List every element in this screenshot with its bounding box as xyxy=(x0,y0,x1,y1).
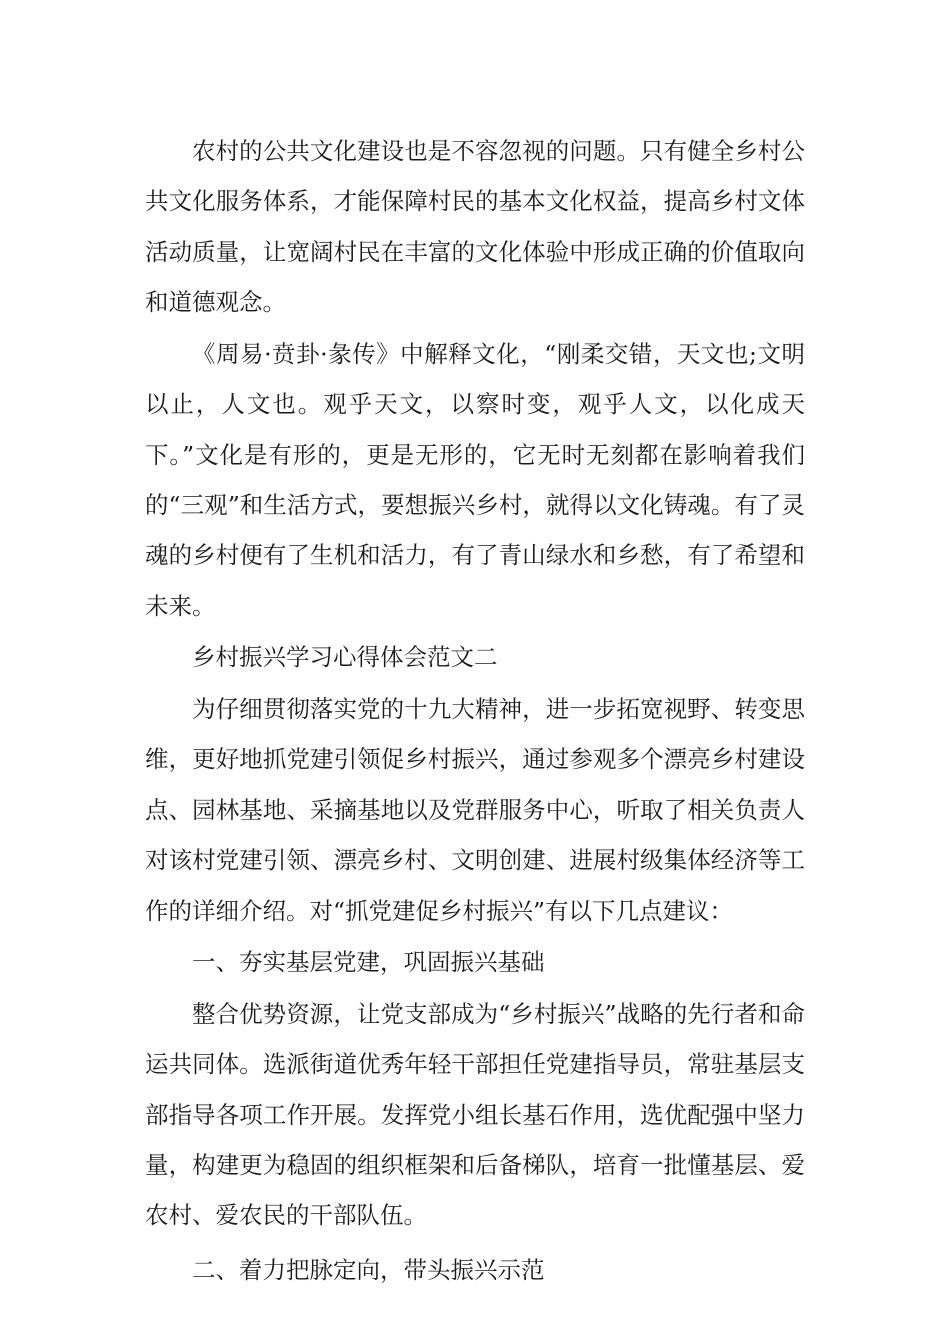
paragraph-integrate-resources: 整合优势资源，让党支部成为“乡村振兴”战略的先行者和命运共同体。选派街道优秀年轻干部担任党建指导员，常驻基层支部指导各项工作开展。发挥党小组长基石作用，选优配强中坚力量，构建更为稳固的组织框架和后备梯队，培育一批懂基层、爱农村、爱农民的干部队伍。 xyxy=(145,999,805,1230)
paragraph-zhouyi-quote: 《周易·贲卦·彖传》中解释文化，“刚柔交错，天文也;文明以止，人文也。观乎天文，以察时变，观乎人文，以化成天下。”文化是有形的，更是无形的，它无时无刻都在影响着我们的“三观”和生活方式，要想振兴乡村，就得以文化铸魂。有了灵魂的乡村便有了生机和活力，有了青山绿水和乡愁，有了希望和未来。 xyxy=(145,339,805,620)
section-heading-sample-two: 乡村振兴学习心得体会范文二 xyxy=(192,643,498,672)
paragraph-party-building-visit: 为仔细贯彻落实党的十九大精神，进一步拓宽视野、转变思维，更好地抓党建引领促乡村振兴，通过参观多个漂亮乡村建设点、园林基地、采摘基地以及党群服务中心，听取了相关负责人对该村党建引领、漂亮乡村、文明创建、进展村级集体经济等工作的详细介绍。对“抓党建促乡村振兴”有以下几点建议： xyxy=(145,695,805,925)
document-body xyxy=(145,126,805,1296)
paragraph-public-culture: 农村的公共文化建设也是不容忽视的问题。只有健全乡村公共文化服务体系，才能保障村民的基本文化权益，提高乡村文体活动质量，让宽阔村民在丰富的文化体验中形成正确的价值取向和道德观念。 xyxy=(145,137,805,317)
heading-point-two: 二、着力把脉定向，带头振兴示范 xyxy=(192,1255,545,1284)
heading-point-one: 一、夯实基层党建，巩固振兴基础 xyxy=(192,948,545,977)
